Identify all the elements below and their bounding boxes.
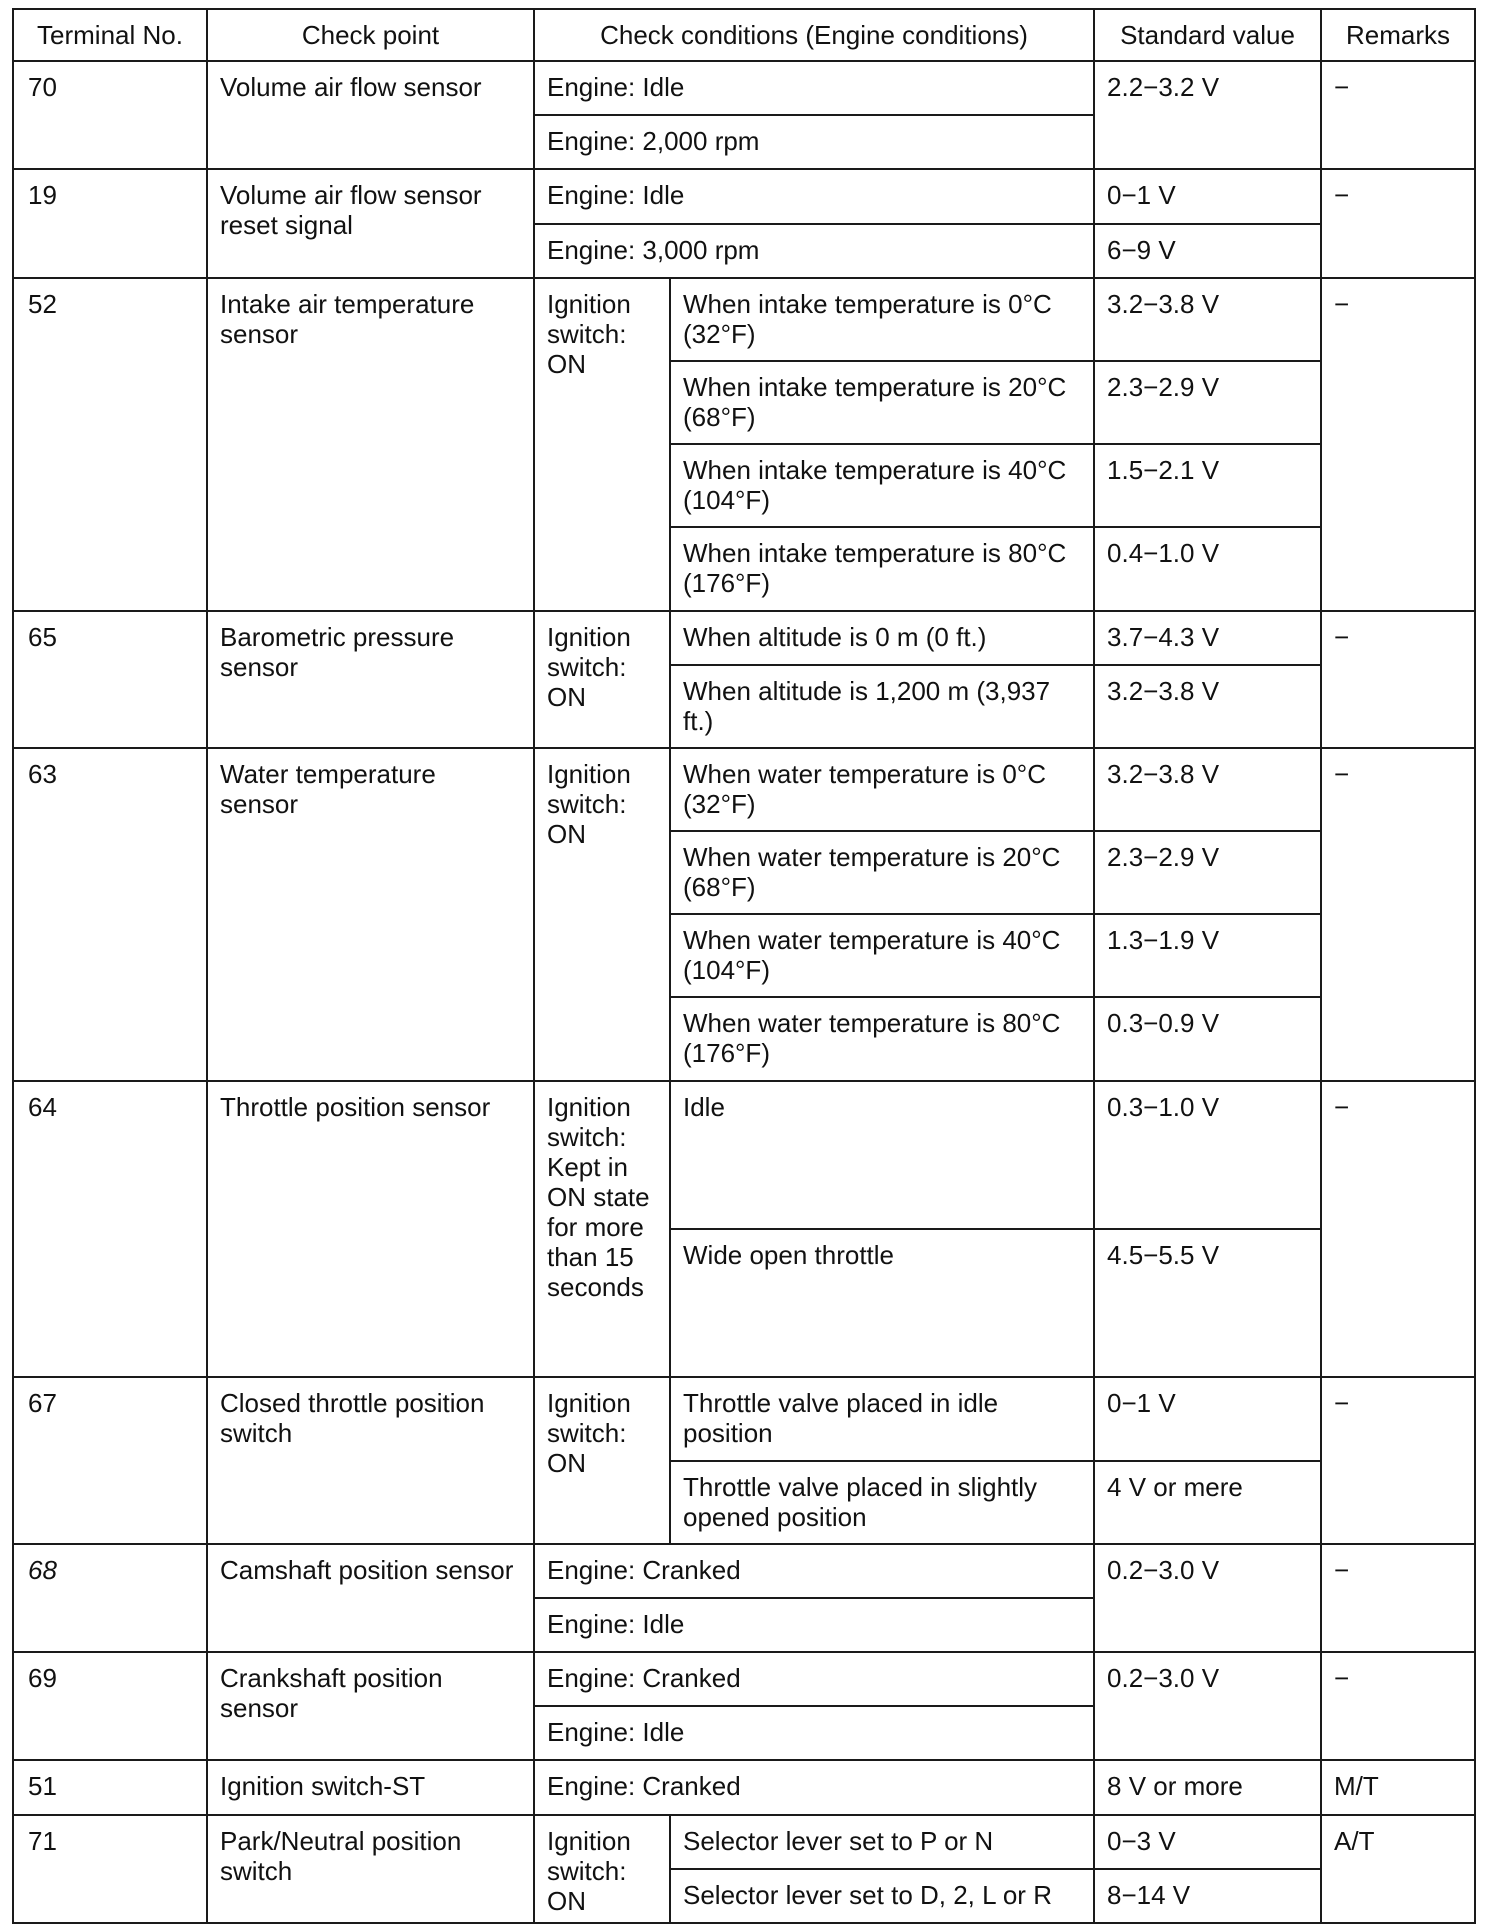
table-row [13, 1544, 1475, 1598]
terminal-number: 64 [13, 1081, 207, 1378]
check-point: Crankshaft position sensor [207, 1652, 534, 1760]
sub-condition: Selector lever set to P or N [670, 1815, 1094, 1869]
sub-condition: When altitude is 0 m (0 ft.) [670, 611, 1094, 665]
table-row [13, 748, 1475, 831]
check-point: Throttle position sensor [207, 1081, 534, 1378]
remarks: − [1321, 1081, 1475, 1378]
standard-value: 3.7−4.3 V [1094, 611, 1321, 665]
check-point: Barometric pressure sensor [207, 611, 534, 748]
sub-condition: When intake temperature is 0°C (32°F) [670, 278, 1094, 361]
check-point: Water temperature sensor [207, 748, 534, 1081]
condition: Engine: Cranked [534, 1652, 1094, 1706]
table-row [13, 1760, 1475, 1814]
remarks: − [1321, 611, 1475, 748]
table-row [13, 1377, 1475, 1460]
sub-condition: When water temperature is 80°C (176°F) [670, 997, 1094, 1080]
sub-condition: When intake temperature is 20°C (68°F) [670, 361, 1094, 444]
table-row [13, 1652, 1475, 1706]
table-row [13, 61, 1475, 115]
standard-value: 0.3−1.0 V [1094, 1081, 1321, 1229]
remarks: − [1321, 1652, 1475, 1760]
terminal-number: 51 [13, 1760, 207, 1814]
standard-value: 3.2−3.8 V [1094, 748, 1321, 831]
table-row [13, 611, 1475, 665]
terminal-number: 67 [13, 1377, 207, 1543]
header-remarks: Remarks [1321, 9, 1475, 61]
sub-condition: Selector lever set to D, 2, L or R [670, 1869, 1094, 1923]
condition: Engine: Idle [534, 1598, 1094, 1652]
table-row [13, 1081, 1475, 1229]
standard-value: 3.2−3.8 V [1094, 665, 1321, 748]
sub-condition: When water temperature is 40°C (104°F) [670, 914, 1094, 997]
terminal-number: 19 [13, 169, 207, 277]
check-point: Closed throttle position switch [207, 1377, 534, 1543]
header-standard: Standard value [1094, 9, 1321, 61]
table-row [13, 1815, 1475, 1869]
header-row [13, 9, 1475, 61]
condition: Engine: Cranked [534, 1760, 1094, 1814]
table-row [13, 278, 1475, 361]
remarks: M/T [1321, 1760, 1475, 1814]
check-point: Park/Neutral position switch [207, 1815, 534, 1923]
terminal-number: 69 [13, 1652, 207, 1760]
condition: Engine: Cranked [534, 1544, 1094, 1598]
sub-condition: When altitude is 1,200 m (3,937 ft.) [670, 665, 1094, 748]
sub-condition: Throttle valve placed in slightly opened position [670, 1461, 1094, 1544]
sub-condition: When water temperature is 20°C (68°F) [670, 831, 1094, 914]
sub-condition: Idle [670, 1081, 1094, 1229]
terminal-number: 70 [13, 61, 207, 169]
ignition-state: Ignition switch: Kept in ON state for more than 15 seconds [534, 1081, 670, 1378]
ignition-state: Ignition switch: ON [534, 278, 670, 611]
condition: Engine: Idle [534, 169, 1094, 223]
remarks: − [1321, 169, 1475, 277]
ignition-state: Ignition switch: ON [534, 1377, 670, 1543]
terminal-number: 52 [13, 278, 207, 611]
remarks: − [1321, 748, 1475, 1081]
check-point: Volume air flow sensor [207, 61, 534, 169]
standard-value: 1.5−2.1 V [1094, 444, 1321, 527]
standard-value: 0.2−3.0 V [1094, 1652, 1321, 1760]
header-terminal: Terminal No. [13, 9, 207, 61]
sub-condition: When intake temperature is 40°C (104°F) [670, 444, 1094, 527]
terminal-number: 63 [13, 748, 207, 1081]
remarks: − [1321, 1544, 1475, 1652]
ignition-state: Ignition switch: ON [534, 611, 670, 748]
terminal-number: 71 [13, 1815, 207, 1923]
sub-condition: Wide open throttle [670, 1229, 1094, 1377]
condition: Engine: Idle [534, 61, 1094, 115]
condition: Engine: 3,000 rpm [534, 224, 1094, 278]
condition: Engine: 2,000 rpm [534, 115, 1094, 169]
terminal-number: 65 [13, 611, 207, 748]
remarks: − [1321, 278, 1475, 611]
table-row [13, 169, 1475, 223]
terminal-check-table [12, 8, 1476, 1924]
standard-value: 8 V or more [1094, 1760, 1321, 1814]
ignition-state: Ignition switch: ON [534, 1815, 670, 1923]
remarks: − [1321, 61, 1475, 169]
sub-condition: When intake temperature is 80°C (176°F) [670, 527, 1094, 610]
remarks: A/T [1321, 1815, 1475, 1923]
terminal-number: 68 [13, 1544, 207, 1652]
standard-value: 1.3−1.9 V [1094, 914, 1321, 997]
standard-value: 0−3 V [1094, 1815, 1321, 1869]
standard-value: 3.2−3.8 V [1094, 278, 1321, 361]
check-point: Volume air flow sensor reset signal [207, 169, 534, 277]
condition: Engine: Idle [534, 1706, 1094, 1760]
header-conditions: Check conditions (Engine conditions) [534, 9, 1094, 61]
standard-value: 2.3−2.9 V [1094, 831, 1321, 914]
standard-value: 2.3−2.9 V [1094, 361, 1321, 444]
sub-condition: Throttle valve placed in idle position [670, 1377, 1094, 1460]
remarks: − [1321, 1377, 1475, 1543]
standard-value: 6−9 V [1094, 224, 1321, 278]
standard-value: 0.2−3.0 V [1094, 1544, 1321, 1652]
standard-value: 0−1 V [1094, 1377, 1321, 1460]
ignition-state: Ignition switch: ON [534, 748, 670, 1081]
standard-value: 0−1 V [1094, 169, 1321, 223]
standard-value: 4.5−5.5 V [1094, 1229, 1321, 1377]
check-point: Intake air temperature sensor [207, 278, 534, 611]
check-point: Camshaft position sensor [207, 1544, 534, 1652]
standard-value: 0.4−1.0 V [1094, 527, 1321, 610]
header-checkpoint: Check point [207, 9, 534, 61]
standard-value: 4 V or mere [1094, 1461, 1321, 1544]
standard-value: 8−14 V [1094, 1869, 1321, 1923]
check-point: Ignition switch-ST [207, 1760, 534, 1814]
standard-value: 0.3−0.9 V [1094, 997, 1321, 1080]
standard-value: 2.2−3.2 V [1094, 61, 1321, 169]
sub-condition: When water temperature is 0°C (32°F) [670, 748, 1094, 831]
